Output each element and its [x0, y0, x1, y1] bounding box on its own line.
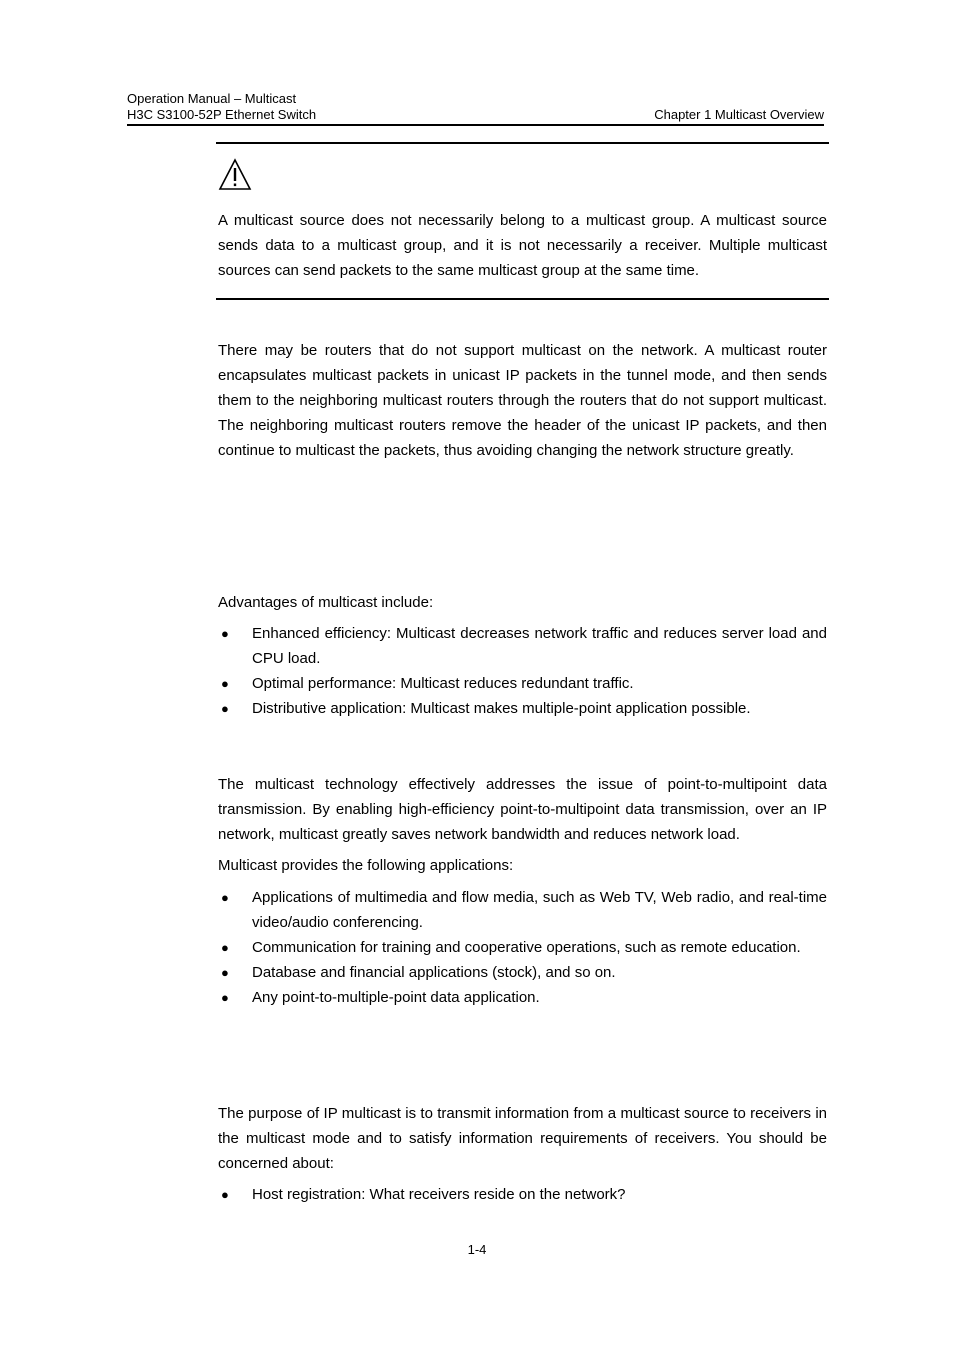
list-item-text: Host registration: What receivers reside on the network?	[252, 1186, 626, 1203]
applications-intro: Multicast provides the following applications:	[218, 857, 514, 874]
bullet-icon: ●	[221, 626, 229, 641]
applications-list	[218, 885, 827, 1010]
list-item	[218, 621, 827, 671]
bullet-icon: ●	[221, 701, 229, 716]
list-item-text: Any point-to-multiple-point data application.	[252, 989, 540, 1006]
header-product-name: H3C S3100-52P Ethernet Switch	[127, 107, 317, 122]
list-item-text: Communication for training and cooperative operations, such as remote education.	[252, 939, 801, 956]
page-header	[127, 91, 824, 123]
list-item	[218, 935, 827, 960]
caution-bottom-divider	[216, 298, 829, 300]
advantages-list	[218, 621, 827, 721]
list-item-text: Optimal performance: Multicast reduces redundant traffic.	[252, 675, 634, 692]
caution-text: A multicast source does not necessarily belong to a multicast group. A multicast source sends data to a multicast group, and it is not necessarily a receiver. Multiple multicast sources can send packets to the same multicast group at the same time.	[218, 212, 827, 279]
bullet-icon: ●	[221, 940, 229, 955]
tunnel-paragraph: There may be routers that do not support multicast on the network. A multicast router encapsulates multicast packets in unicast IP packets in the tunnel mode, and then sends them to the neighboring multicast routers through the routers that do not support multicast. The neighboring multicast routers remove the header of the unicast IP packets, and then continue to multicast the packets, thus avoiding changing the network structure greatly.	[218, 342, 827, 459]
list-item	[218, 1182, 827, 1207]
list-item	[218, 696, 827, 721]
list-item-text: Database and financial applications (stock), and so on.	[252, 964, 616, 981]
list-item	[218, 985, 827, 1010]
advantages-intro: Advantages of multicast include:	[218, 594, 434, 611]
caution-top-divider	[216, 142, 829, 144]
header-chapter-title: Chapter 1 Multicast Overview	[654, 107, 824, 122]
bullet-icon: ●	[221, 990, 229, 1005]
page-number: 1-4	[467, 1242, 487, 1257]
bullet-icon: ●	[221, 676, 229, 691]
header-divider	[127, 124, 824, 126]
list-item	[218, 885, 827, 935]
bullet-icon: ●	[221, 965, 229, 980]
list-item-text: Applications of multimedia and flow media, such as Web TV, Web radio, and real-time video/audio conferencing.	[252, 889, 827, 931]
header-manual-title: Operation Manual – Multicast	[127, 91, 297, 106]
list-item-text: Enhanced efficiency: Multicast decreases network traffic and reduces server load and CPU load.	[252, 625, 827, 667]
bullet-icon: ●	[221, 890, 229, 905]
list-item	[218, 960, 827, 985]
list-item	[218, 671, 827, 696]
applications-paragraph: The multicast technology effectively addresses the issue of point-to-multipoint data transmission. By enabling high-efficiency point-to-multipoint data transmission, over an IP network, multicast greatly saves network bandwidth and reduces network load.	[218, 776, 827, 843]
warning-triangle-icon	[218, 157, 252, 191]
purpose-list	[218, 1182, 827, 1207]
bullet-icon: ●	[221, 1187, 229, 1202]
purpose-paragraph: The purpose of IP multicast is to transmit information from a multicast source to receivers in the multicast mode and to satisfy information requirements of receivers. You should be concerned about:	[218, 1105, 827, 1172]
list-item-text: Distributive application: Multicast makes multiple-point application possible.	[252, 700, 751, 717]
